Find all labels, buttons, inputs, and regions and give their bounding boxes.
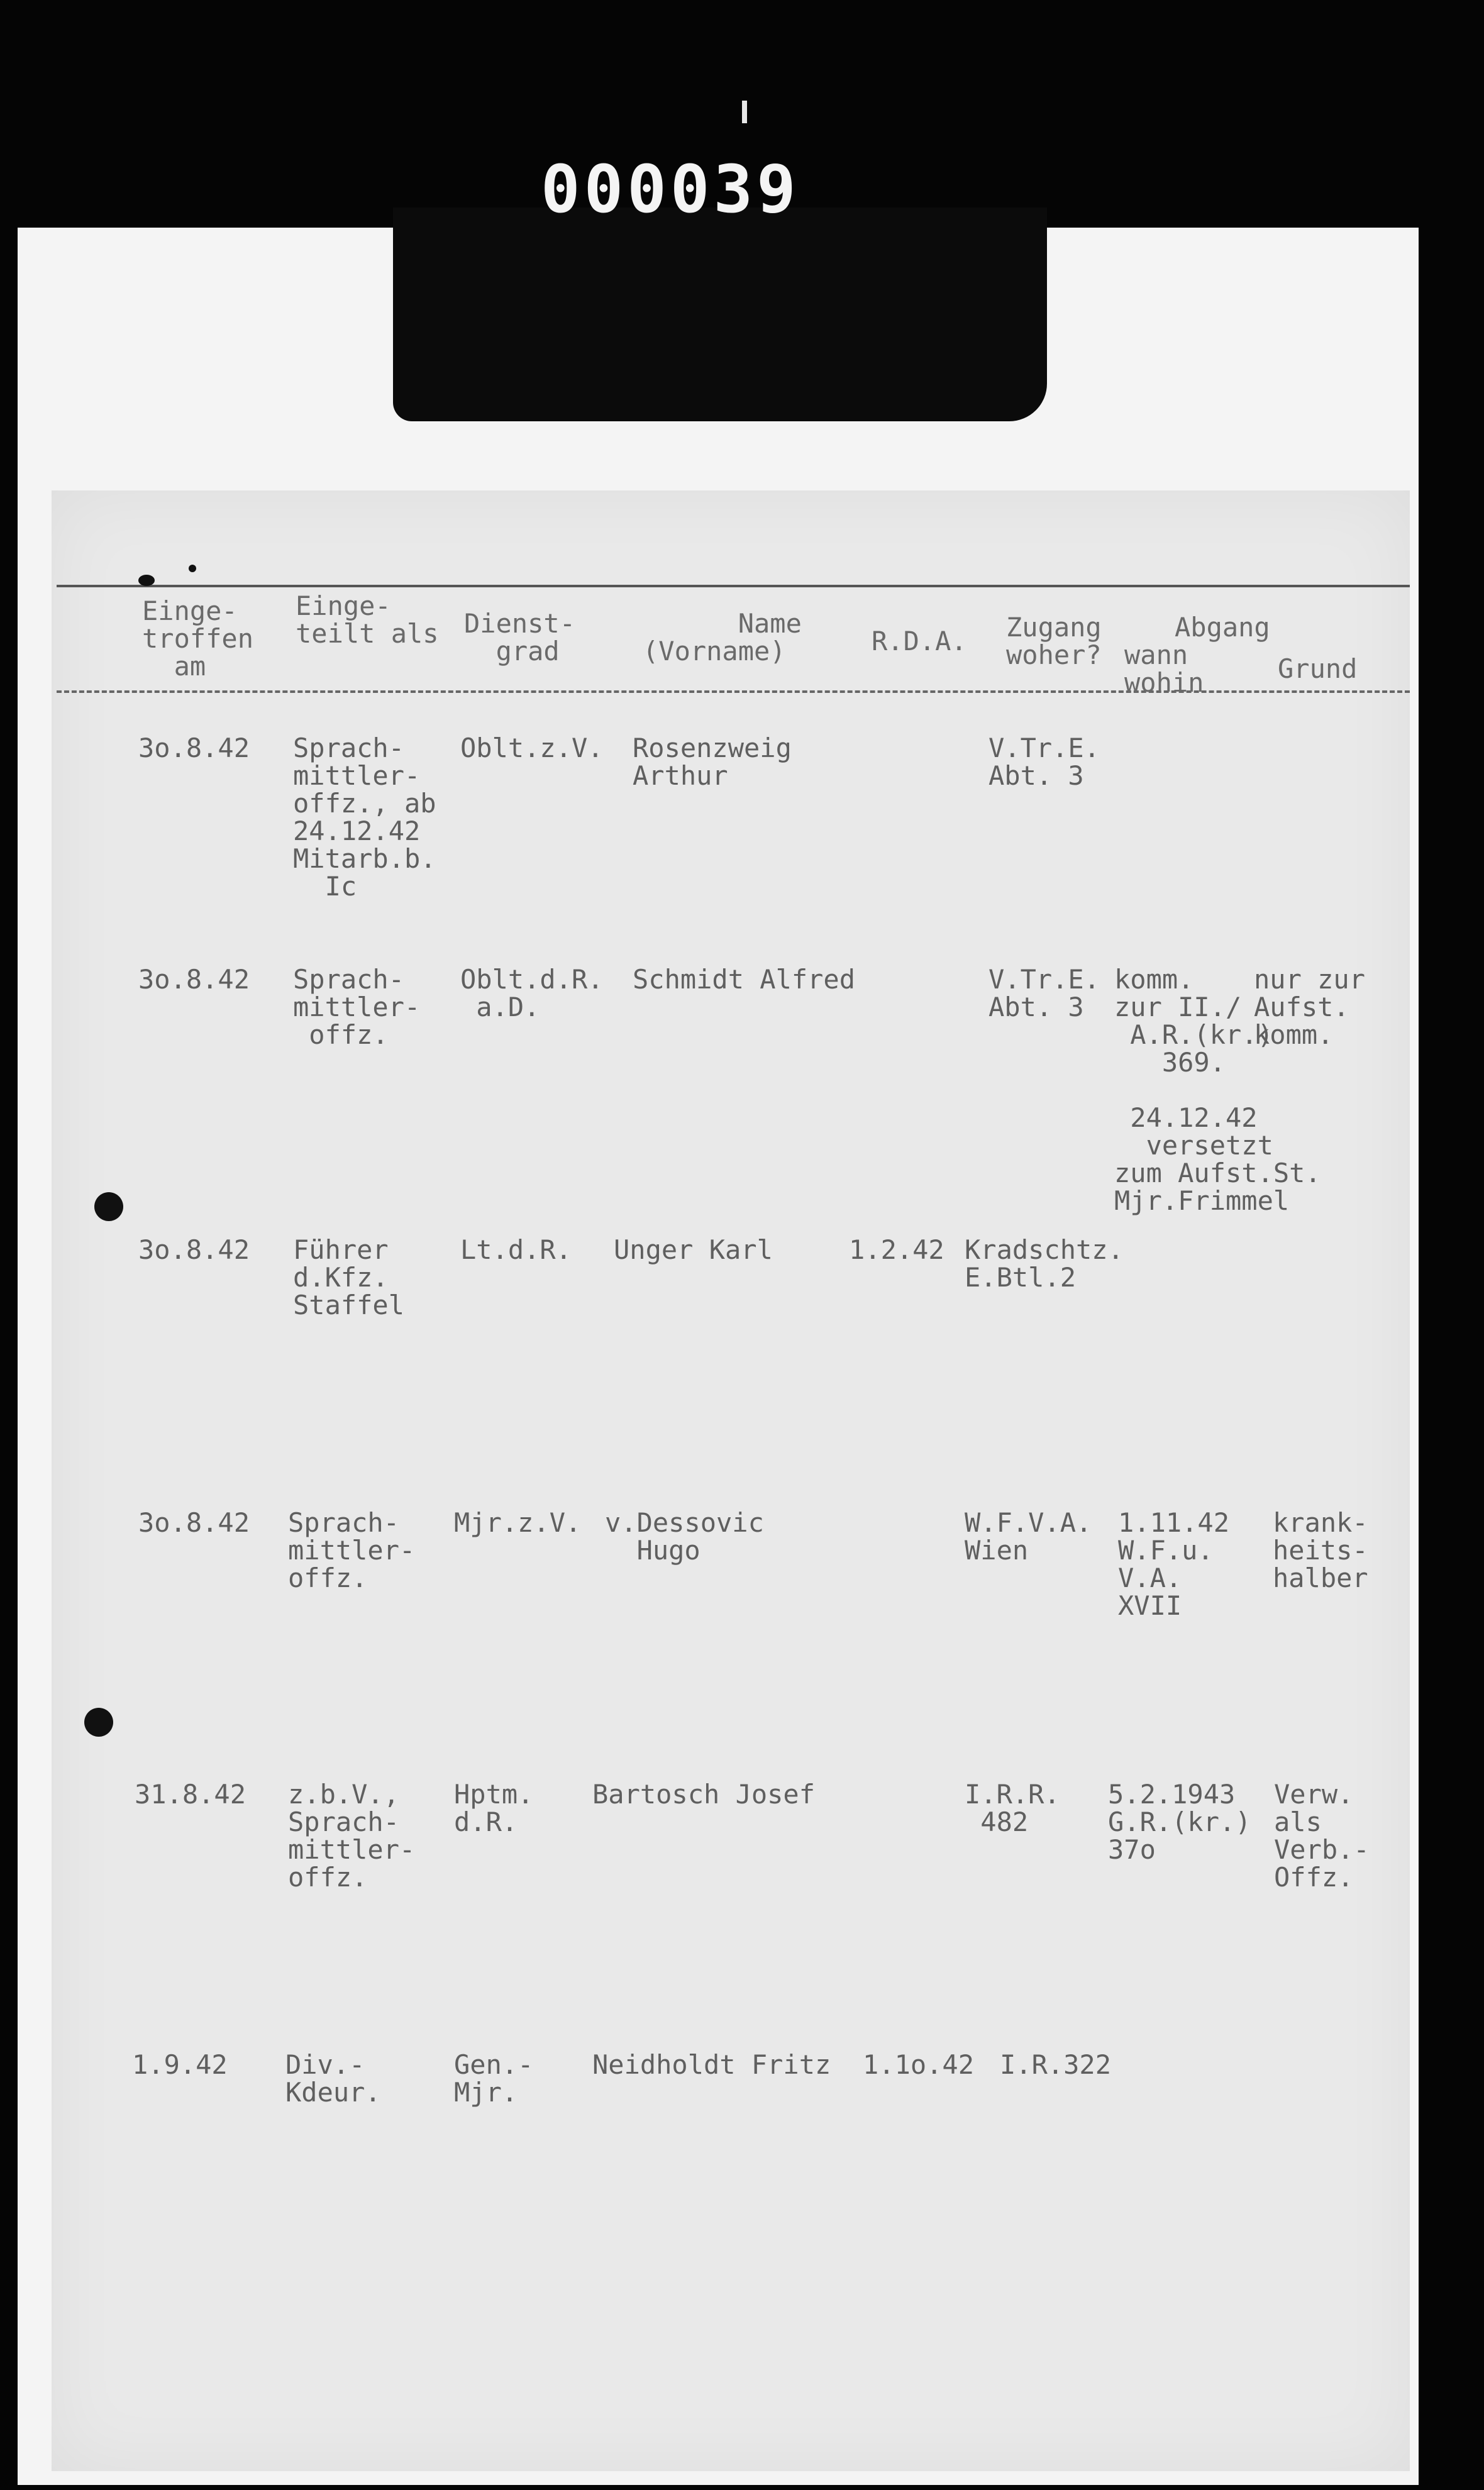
cell-zugang: V.Tr.E. Abt. 3 [988, 733, 1100, 791]
cell-dienstgrad: Gen.- Mjr. [454, 2049, 534, 2108]
cell-zugang: I.R.322 [1000, 2049, 1112, 2080]
cell-abgang: 1.11.42 W.F.u. V.A. XVII [1118, 1507, 1230, 1621]
header-zugang: Zugang woher? [1006, 612, 1102, 670]
cell-eingetroffen: 3o.8.42 [138, 733, 250, 763]
cell-eingetroffen: 31.8.42 [135, 1779, 246, 1810]
cell-abgang: komm. zur II./ A.R.(kr.) 369. 24.12.42 versetzt zum Aufst.St. Mjr.Frimmel [1114, 964, 1321, 1216]
header-name: Name (Vorname) [643, 608, 802, 667]
header-abgang: Abgang [1175, 612, 1270, 643]
cell-eingetroffen: 3o.8.42 [138, 1234, 250, 1265]
document-page [52, 490, 1410, 2471]
cell-eingetroffen: 1.9.42 [132, 2049, 228, 2080]
frame-counter-number: 000039 [541, 151, 800, 228]
cell-grund: Verw. als Verb.- Offz. [1274, 1779, 1370, 1893]
cell-abgang: 5.2.1943 G.R.(kr.) 37o [1108, 1779, 1251, 1865]
cell-eingeteilt: Sprach- mittler- offz. [293, 964, 421, 1050]
cell-zugang: Kradschtz. E.Btl.2 [965, 1234, 1124, 1293]
counter-tick-mark [742, 101, 747, 123]
cell-eingeteilt: Sprach- mittler- offz. [288, 1507, 416, 1593]
cell-dienstgrad: Mjr.z.V. [454, 1507, 582, 1538]
punch-hole-bottom [84, 1708, 113, 1737]
cell-eingetroffen: 3o.8.42 [138, 1507, 250, 1538]
cell-grund: krank- heits- halber [1273, 1507, 1368, 1593]
ink-mark [138, 575, 155, 586]
cell-rda: 1.1o.42 [863, 2049, 975, 2080]
cell-name: Rosenzweig Arthur [633, 733, 792, 791]
cell-name: Unger Karl [614, 1234, 773, 1265]
cell-name: Schmidt Alfred [633, 964, 856, 995]
header-eingetroffen: Einge- troffen am [142, 595, 254, 682]
top-rule [57, 585, 1410, 587]
punch-hole-top [94, 1192, 123, 1221]
header-rda: R.D.A. [872, 626, 967, 656]
cell-eingeteilt: Div.- Kdeur. [285, 2049, 381, 2108]
header-grund: Grund [1278, 653, 1358, 684]
header-wann-wohin: wann wohin [1124, 639, 1204, 698]
cell-dienstgrad: Lt.d.R. [460, 1234, 572, 1265]
cell-zugang: V.Tr.E. Abt. 3 [988, 964, 1100, 1022]
header-rule [57, 690, 1410, 693]
ink-dot [189, 565, 196, 572]
cell-dienstgrad: Oblt.z.V. [460, 733, 604, 763]
header-dienstgrad: Dienst- grad [464, 608, 576, 667]
cell-eingeteilt: Sprach- mittler- offz., ab 24.12.42 Mitarb.b. Ic [293, 733, 436, 902]
cell-dienstgrad: Oblt.d.R. a.D. [460, 964, 604, 1022]
cell-eingeteilt: Führer d.Kfz. Staffel [293, 1234, 405, 1320]
cell-eingetroffen: 3o.8.42 [138, 964, 250, 995]
cell-zugang: W.F.V.A. Wien [965, 1507, 1092, 1566]
cell-name: v.Dessovic Hugo [605, 1507, 764, 1566]
cell-dienstgrad: Hptm. d.R. [454, 1779, 534, 1837]
cell-grund: nur zur Aufst. komm. [1254, 964, 1366, 1050]
cell-rda: 1.2.42 [849, 1234, 944, 1265]
cell-eingeteilt: z.b.V., Sprach- mittler- offz. [288, 1779, 416, 1893]
cell-name: Bartosch Josef [592, 1779, 816, 1810]
cell-zugang: I.R.R. 482 [965, 1779, 1060, 1837]
header-eingeteilt: Einge- teilt als [296, 590, 439, 649]
cell-name: Neidholdt Fritz [592, 2049, 831, 2080]
frame-counter-device [393, 208, 1047, 421]
